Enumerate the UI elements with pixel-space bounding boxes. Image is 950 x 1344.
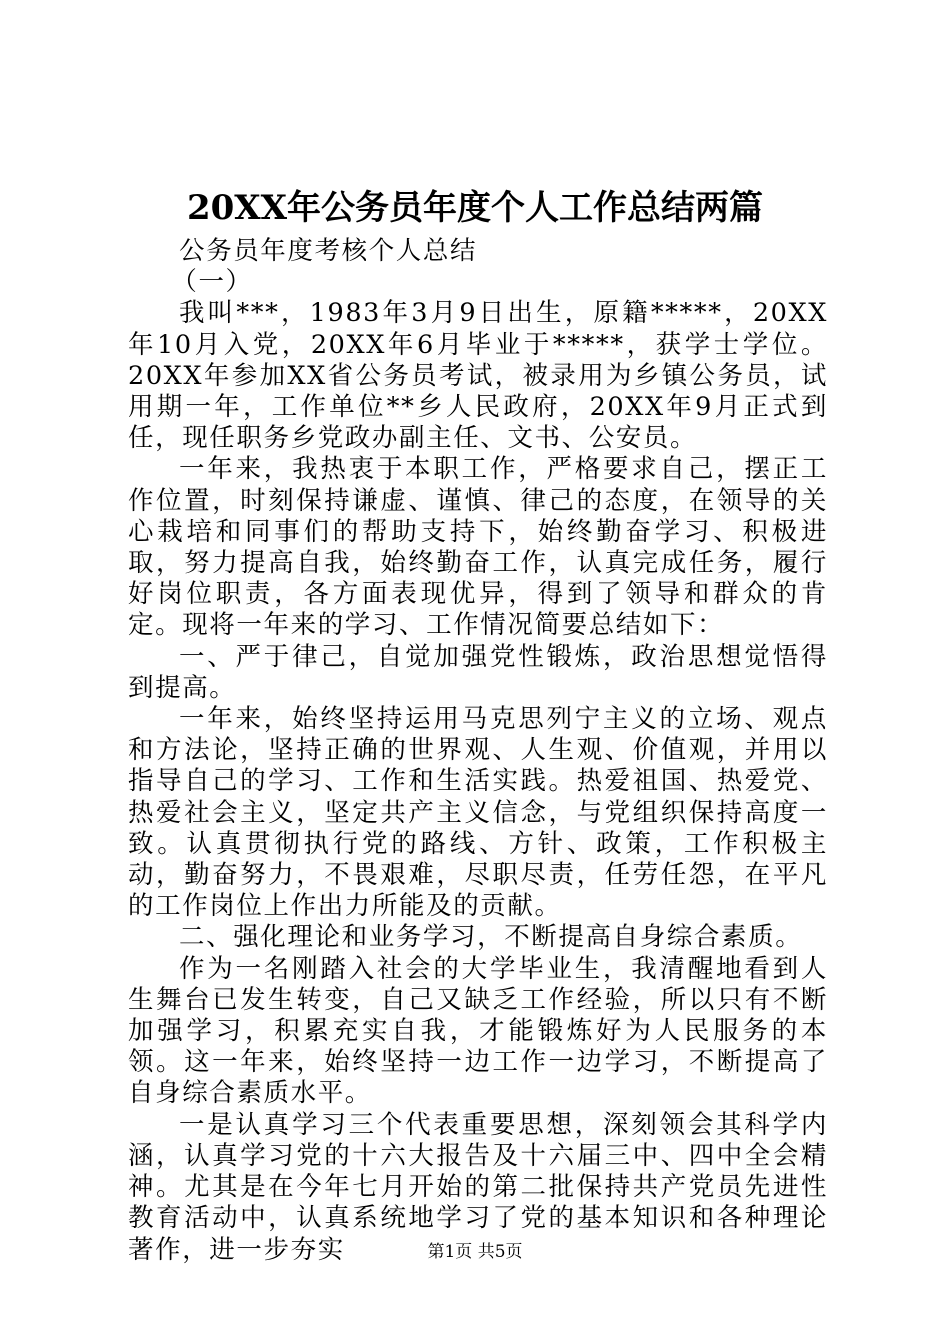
page-number-footer: 第1页 共5页 <box>427 1242 523 1262</box>
paragraph-study: 作为一名刚踏入社会的大学毕业生，我清醒地看到人生舞台已发生转变，自己又缺乏工作经验，所以只有不断加强学习，积累充实自我，才能锻炼好为人民服务的本领。这一年来，始终坚持一边工作一边学习，不断提高了自身综合素质水平。 <box>128 953 828 1109</box>
paragraph-heading-two: 二、强化理论和业务学习，不断提高自身综合素质。 <box>179 922 803 953</box>
paragraph-subtitle: 公务员年度考核个人总结 <box>179 236 478 266</box>
document-title: 20XX年公务员年度个人工作总结两篇 <box>186 188 764 228</box>
paragraph-heading-one: 一、严于律己，自觉加强党性锻炼，政治思想觉悟得到提高。 <box>128 641 828 703</box>
paragraph-political: 一年来，始终坚持运用马克思列宁主义的立场、观点和方法论，坚持正确的世界观、人生观、价值观，并用以指导自己的学习、工作和生活实践。热爱祖国、热爱党、热爱社会主义，坚定共产主义信念，与党组织保持高度一致。认真贯彻执行党的路线、方针、政策，工作积极主动，勤奋努力，不畏艰难，尽职尽责，任劳任怨，在平凡的工作岗位上作出力所能及的贡献。 <box>128 704 828 922</box>
paragraph-intro: 一年来，我热衷于本职工作，严格要求自己，摆正工作位置，时刻保持谦虚、谨慎、律己的态度，在领导的关心栽培和同事们的帮助支持下，始终勤奋学习、积极进取，努力提高自我，始终勤奋工作，认真完成任务，履行好岗位职责，各方面表现优异，得到了领导和群众的肯定。现将一年来的学习、工作情况简要总结如下： <box>128 454 828 641</box>
document-body <box>128 236 828 1266</box>
paragraph-section-number: （一） <box>171 267 253 298</box>
paragraph-theory: 一是认真学习三个代表重要思想，深刻领会其科学内涵，认真学习党的十六大报告及十六届三中、四中全会精神。尤其是在今年七月开始的第二批保持共产党员先进性教育活动中，认真系统地学习了党的基本知识和各种理论著作，进一步夯实 <box>128 1109 828 1265</box>
paragraph-personal-info: 我叫***，1983年3月9日出生，原籍*****，20XX年10月入党，20XX年6月毕业于*****，获学士学位。20XX年参加XX省公务员考试，被录用为乡镇公务员，试用期一年，工作单位**乡人民政府，20XX年9月正式到任，现任职务乡党政办副主任、文书、公安员。 <box>128 298 828 454</box>
